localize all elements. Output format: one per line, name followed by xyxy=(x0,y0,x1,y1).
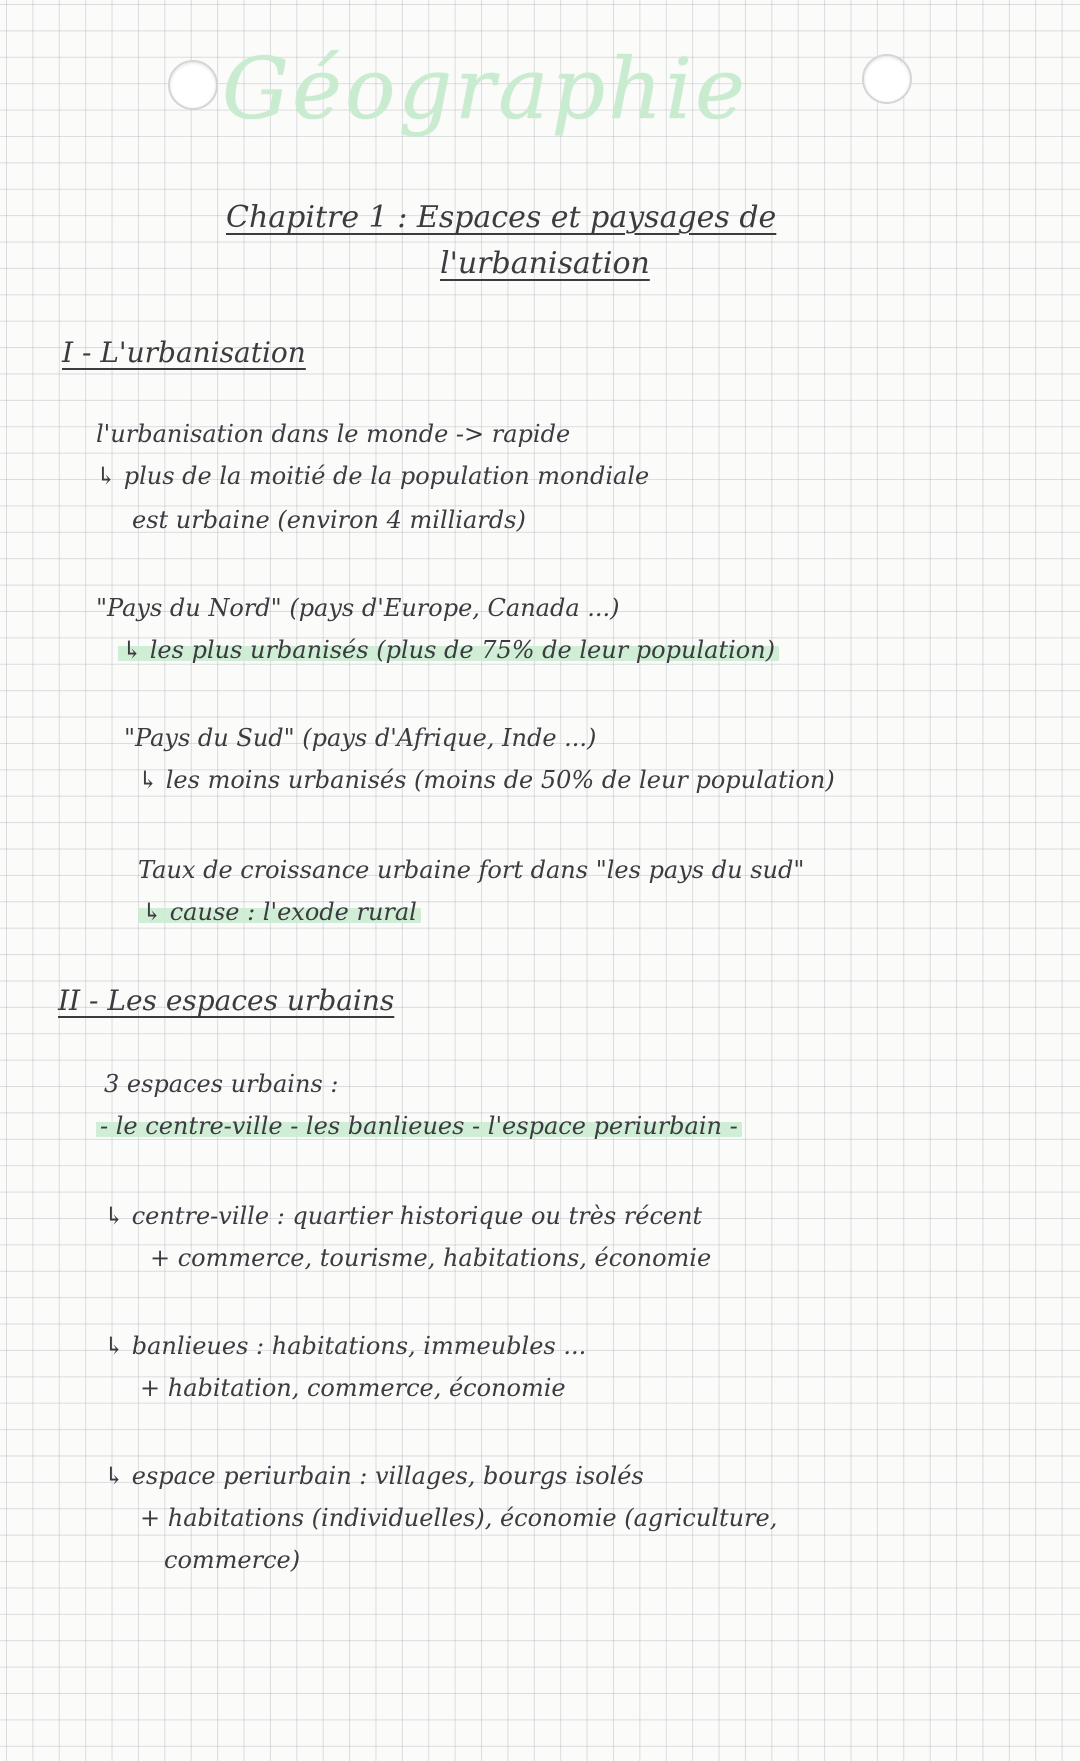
chapter-title-line-2: l'urbanisation xyxy=(440,246,650,281)
note-line-highlighted: - le centre-ville - les banlieues - l'espace periurbain - xyxy=(96,1112,742,1140)
note-line: l'urbanisation dans le monde -> rapide xyxy=(96,420,571,448)
note-line: commerce) xyxy=(164,1546,301,1574)
note-line: ↳ les moins urbanisés (moins de 50% de leur population) xyxy=(138,766,835,794)
note-line: + habitations (individuelles), économie (agriculture, xyxy=(140,1504,778,1532)
chapter-title-line-1: Chapitre 1 : Espaces et paysages de xyxy=(226,200,777,235)
binder-hole-right xyxy=(862,54,912,104)
note-line: "Pays du Nord" (pays d'Europe, Canada ...) xyxy=(96,594,620,622)
note-line: ↳ plus de la moitié de la population mondiale xyxy=(96,462,650,490)
note-line: est urbaine (environ 4 milliards) xyxy=(132,506,526,534)
note-line: 3 espaces urbains : xyxy=(104,1070,339,1098)
note-line-highlighted: ↳ cause : l'exode rural xyxy=(138,898,421,926)
section-2-heading: II - Les espaces urbains xyxy=(58,984,395,1017)
note-line: ↳ centre-ville : quartier historique ou très récent xyxy=(104,1202,703,1230)
note-line: ↳ banlieues : habitations, immeubles ... xyxy=(104,1332,587,1360)
page-title: Géographie xyxy=(222,40,748,138)
note-line: + habitation, commerce, économie xyxy=(140,1374,566,1402)
section-1-heading: I - L'urbanisation xyxy=(62,336,306,369)
note-line: ↳ espace periurbain : villages, bourgs isolés xyxy=(104,1462,644,1490)
note-line: Taux de croissance urbaine fort dans "les pays du sud" xyxy=(138,856,805,884)
binder-hole-left xyxy=(168,60,218,110)
note-line-highlighted: ↳ les plus urbanisés (plus de 75% de leur population) xyxy=(118,636,779,664)
note-line: + commerce, tourisme, habitations, économie xyxy=(150,1244,712,1272)
note-line: "Pays du Sud" (pays d'Afrique, Inde ...) xyxy=(124,724,597,752)
